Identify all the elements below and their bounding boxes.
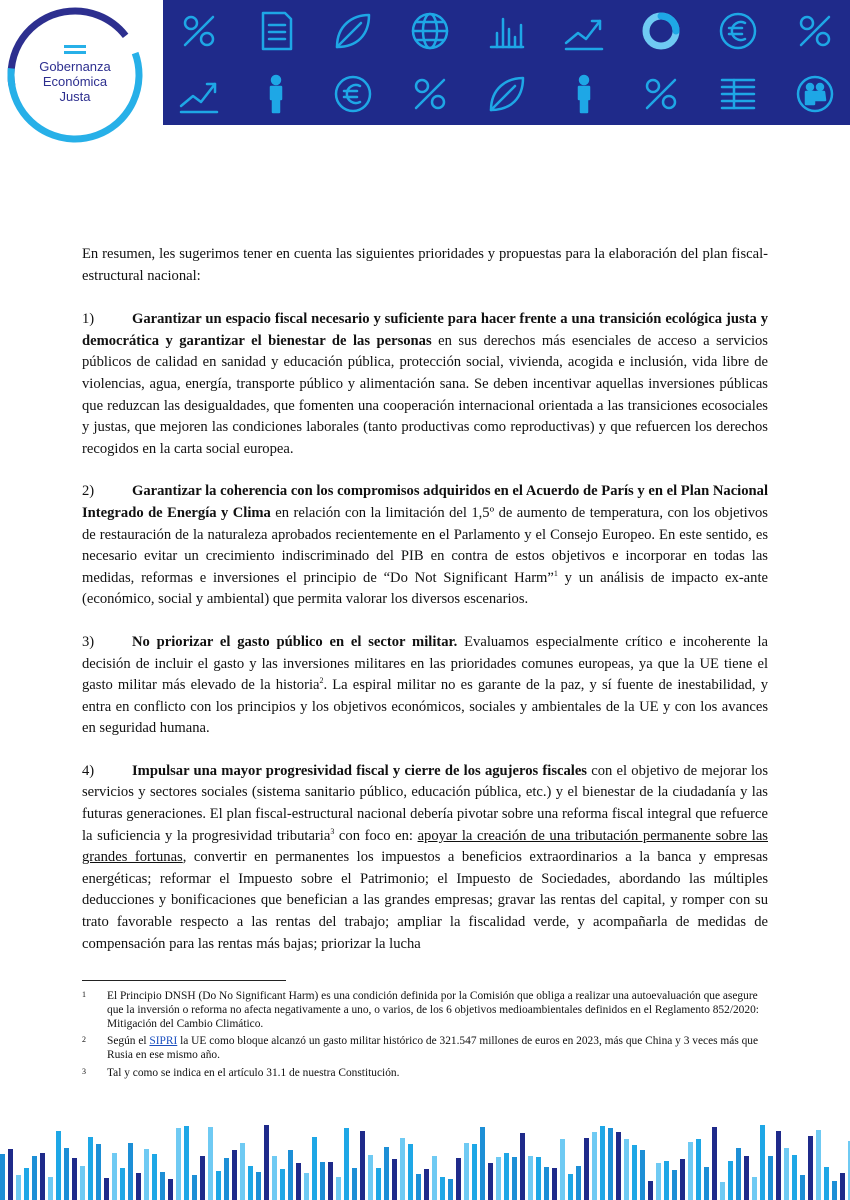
item-number: 2) — [82, 483, 95, 500]
decorative-bar — [688, 1142, 693, 1200]
decorative-bar — [720, 1182, 725, 1200]
decorative-bar — [784, 1148, 789, 1200]
decorative-bar — [480, 1127, 485, 1200]
decorative-bar — [528, 1156, 533, 1200]
item-text: Evaluamos especialmente crítico e incoherente la decisión de incluir el gasto y las inversiones militares en las prioridades comunes europeas, ya que la UE tiene el gasto militar más elevado de la historia — [82, 633, 768, 694]
item-text-cont: . La espiral militar no es garante de la paz, y sí fuente de inestabilidad, y entra en conflicto con los principios y los objetivos económicos, sociales y ambientales de la UE y con los avances en seguridad humana. — [82, 677, 768, 737]
footnotes — [82, 990, 768, 1085]
person-icon — [271, 76, 281, 112]
decorative-bar — [592, 1132, 597, 1200]
decorative-bar — [536, 1157, 541, 1200]
leaf-icon — [337, 15, 369, 47]
decorative-bar — [128, 1143, 133, 1200]
decorative-bar — [376, 1168, 381, 1200]
underlined-proposal: apoyar la creación de una tributación permanente sobre las grandes fortunas — [82, 827, 768, 866]
trend-line-icon — [181, 84, 217, 112]
decorative-bar — [272, 1156, 277, 1200]
decorative-bar — [664, 1161, 669, 1200]
footnote-ref-2[interactable]: 2 — [319, 676, 324, 686]
decorative-bar — [208, 1127, 213, 1200]
decorative-bar — [264, 1125, 269, 1200]
decorative-bar — [104, 1178, 109, 1200]
logo-line-3: Justa — [59, 89, 91, 104]
item-text-cont: y un análisis de impacto ex-ante (económico, social y ambiental) que permita valorar los diversos escenarios. — [82, 569, 768, 608]
item-number: 1) — [82, 311, 95, 328]
decorative-bar — [736, 1148, 741, 1200]
table-icon — [722, 80, 754, 108]
decorative-bar — [64, 1148, 69, 1200]
decorative-bar — [824, 1167, 829, 1200]
decorative-bar — [440, 1177, 445, 1200]
decorative-bar — [304, 1173, 309, 1200]
logo — [0, 0, 150, 150]
item-number: 3) — [82, 633, 95, 650]
footnote-ref-1[interactable]: 1 — [553, 568, 558, 578]
decorative-bar — [392, 1159, 397, 1200]
percent-icon — [416, 80, 444, 108]
footnote-2 — [82, 1035, 768, 1063]
people-icon — [798, 77, 832, 111]
decorative-bar — [168, 1179, 173, 1200]
globe-icon — [413, 14, 447, 48]
decorative-bar — [424, 1169, 429, 1200]
decorative-bar — [496, 1157, 501, 1200]
percent-icon — [647, 80, 675, 108]
decorative-bar — [744, 1156, 749, 1200]
decorative-bar — [696, 1139, 701, 1200]
decorative-bar — [136, 1173, 141, 1200]
decorative-bar — [8, 1149, 13, 1200]
decorative-bar — [680, 1159, 685, 1200]
item-text: en relación con la limitación del 1,5º de aumento de temperatura, con los objetivos de restauración de la naturaleza aprobados recientemente en el Parlamento y el Consejo Europeo. En este sentido, es necesario evitar un crecimiento indiscriminado del PIB en contra de estos objetivos e incorporar en todas las medidas, reformas e inversiones el principio de “Do Not Significant Harm” — [82, 504, 768, 586]
decorative-bar — [568, 1174, 573, 1200]
footnote-text: El Principio DNSH (Do No Significant Harm) es una condición definida por la Comisión que obliga a realizar una autoevaluación que asegure que la inversión o reforma no afecta negativamente a uno, o varios, de los 6 objetivos medioambientales definidos en el Reglamento 852/2020: Mitigación del Cambio Climático. — [107, 990, 759, 1030]
footnote-text: Tal y como se indica en el artículo 31.1 de nuestra Constitución. — [107, 1066, 400, 1079]
item-text: en sus derechos más esenciales de acceso a servicios públicos de calidad en sanidad y educación pública, protección social, vivienda, acogida e inclusión, vida libre de violencias, agua, energía, transporte público y alimentación sana. Se deben incentivar aquellas inversiones públicas que reduzcan las desigualdades, que fomenten una cooperación internacional orientada a las transiciones ecosociales y justas, que mejoren las condiciones laborales (tanto productivas como reproductivas) y que refuercen los derechos recogidos en la carta social europea. — [82, 332, 768, 457]
decorative-bar — [632, 1145, 637, 1200]
decorative-bar — [800, 1175, 805, 1200]
priority-item-1 — [82, 309, 768, 460]
footnote-ref-3[interactable]: 3 — [330, 826, 335, 836]
priority-item-2 — [82, 481, 768, 611]
decorative-bar — [728, 1161, 733, 1200]
decorative-bar — [184, 1126, 189, 1200]
person-icon — [579, 76, 589, 112]
item-heading: No priorizar el gasto público en el sector militar. — [132, 633, 458, 650]
priority-item-4 — [82, 761, 768, 955]
bar-chart-icon — [491, 19, 523, 47]
sipri-link[interactable]: SIPRI — [149, 1035, 178, 1048]
decorative-bar — [544, 1167, 549, 1200]
decorative-bar — [816, 1130, 821, 1200]
decorative-bar — [832, 1181, 837, 1200]
item-heading: Garantizar la coherencia con los compromisos adquiridos en el Acuerdo de París y en el Plan Nacional Integrado de Energía y Clima — [82, 483, 768, 521]
decorative-bar — [408, 1144, 413, 1200]
decorative-bar — [176, 1128, 181, 1200]
decorative-bar — [40, 1153, 45, 1200]
footnote-1 — [82, 990, 768, 1031]
decorative-bar — [232, 1150, 237, 1200]
decorative-bar — [160, 1172, 165, 1200]
intro-paragraph: En resumen, les sugerimos tener en cuenta las siguientes prioridades y propuestas para la elaboración del plan fiscal-estructural nacional: — [82, 246, 768, 284]
decorative-bar — [704, 1167, 709, 1200]
decorative-bar — [384, 1147, 389, 1200]
trend-line-icon — [566, 21, 602, 49]
decorative-bar — [120, 1168, 125, 1200]
footnote-3 — [82, 1067, 768, 1081]
item-number: 4) — [82, 762, 95, 779]
item-text-cont: con foco en: — [334, 827, 418, 844]
decorative-bar — [416, 1174, 421, 1200]
decorative-bar — [840, 1173, 845, 1200]
decorative-bar — [320, 1162, 325, 1200]
decorative-bar — [336, 1177, 341, 1200]
decorative-bar — [312, 1137, 317, 1200]
footnote-number: 1 — [82, 990, 86, 999]
item-heading: Impulsar una mayor progresividad fiscal y cierre de los agujeros fiscales — [132, 762, 587, 779]
header-banner — [163, 0, 850, 125]
decorative-bar — [344, 1128, 349, 1200]
decorative-bar — [504, 1153, 509, 1200]
decorative-bar — [296, 1163, 301, 1200]
decorative-bar — [368, 1155, 373, 1200]
footnote-text: Según el — [107, 1035, 150, 1048]
decorative-bar — [488, 1163, 493, 1200]
decorative-bar — [352, 1168, 357, 1200]
document-icon — [263, 13, 291, 49]
decorative-bar — [96, 1144, 101, 1200]
decorative-bar — [24, 1168, 29, 1200]
decorative-bar — [80, 1166, 85, 1200]
decorative-bar — [760, 1125, 765, 1200]
decorative-bar — [248, 1166, 253, 1200]
decorative-bar — [152, 1154, 157, 1200]
footnote-number: 2 — [82, 1035, 86, 1045]
decorative-bar — [656, 1163, 661, 1200]
main-content — [82, 244, 768, 976]
plan-name: plan fiscal-estructural nacional — [226, 806, 407, 823]
decorative-bar — [88, 1137, 93, 1200]
decorative-bar — [624, 1139, 629, 1200]
decorative-bar — [144, 1149, 149, 1200]
footnote-number: 3 — [82, 1066, 86, 1076]
decorative-bar — [216, 1171, 221, 1200]
decorative-bar — [280, 1169, 285, 1200]
decorative-bar — [448, 1179, 453, 1200]
decorative-bar — [432, 1156, 437, 1200]
decorative-bar — [648, 1181, 653, 1200]
logo-line-2: Económica — [42, 74, 108, 89]
decorative-bar — [464, 1143, 469, 1200]
decorative-bar — [472, 1144, 477, 1200]
decorative-bar — [112, 1153, 117, 1200]
decorative-bar — [576, 1166, 581, 1200]
donut-chart-icon — [646, 16, 676, 46]
decorative-bar — [200, 1156, 205, 1200]
decorative-bar — [32, 1156, 37, 1200]
decorative-bar — [552, 1168, 557, 1200]
decorative-bar — [512, 1157, 517, 1200]
decorative-bar — [224, 1158, 229, 1200]
decorative-bar — [288, 1150, 293, 1200]
decorative-bar — [752, 1177, 757, 1200]
decorative-bar — [776, 1131, 781, 1200]
euro-icon — [721, 14, 755, 48]
item-heading: Garantizar un espacio fiscal necesario y suficiente para hacer frente a una transición ecológica justa y democrática y garantizar el bienestar de las personas — [82, 311, 768, 349]
item-text: con el objetivo de mejorar los servicios y sectores sociales (sistema sanitario público, educación pública, etc.) y el bienestar de la ciudadanía y las futuras generaciones. El — [82, 762, 769, 823]
decorative-bar — [584, 1138, 589, 1200]
decorative-bar — [640, 1150, 645, 1200]
decorative-bar — [328, 1162, 333, 1200]
decorative-bar — [456, 1158, 461, 1200]
decorative-bar — [400, 1138, 405, 1200]
decorative-bar — [0, 1154, 5, 1200]
decorative-bar — [520, 1133, 525, 1200]
decorative-bar — [672, 1170, 677, 1200]
logo-line-1: Gobernanza — [39, 59, 111, 74]
decorative-bar — [48, 1177, 53, 1200]
decorative-bar — [768, 1156, 773, 1200]
decorative-bar — [360, 1131, 365, 1200]
percent-icon — [185, 17, 213, 45]
leaf-icon — [491, 78, 523, 110]
decorative-bar — [56, 1131, 61, 1200]
decorative-bar — [72, 1158, 77, 1200]
item-text-cont: debería pivotar sobre una reforma fiscal integral que refuerce la suficiencia y la progresividad tributaria — [82, 806, 768, 844]
decorative-bar — [560, 1139, 565, 1200]
decorative-bar — [240, 1143, 245, 1200]
footnote-text-cont: la UE como bloque alcanzó un gasto militar histórico de 321.547 millones de euros en 2023, más que China y 3 veces más que Rusia en ese mismo año. — [107, 1035, 759, 1062]
euro-icon — [336, 77, 370, 111]
decorative-bar — [608, 1128, 613, 1200]
footnote-divider — [82, 980, 286, 981]
decorative-bar — [192, 1175, 197, 1200]
bottom-bar-pattern — [0, 1120, 850, 1200]
decorative-bar — [712, 1127, 717, 1200]
decorative-bar — [256, 1172, 261, 1200]
decorative-bar — [616, 1132, 621, 1200]
decorative-bar — [600, 1126, 605, 1200]
decorative-bar — [792, 1155, 797, 1200]
percent-icon — [801, 17, 829, 45]
priority-item-3 — [82, 632, 768, 740]
decorative-bar — [808, 1136, 813, 1200]
decorative-bar — [16, 1175, 21, 1200]
item-text-cont: , convertir en permanentes los impuestos a beneficios extraordinarios a la banca y empresas energéticas; reformar el Impuesto sobre el Patrimonio; el Impuesto de Sociedades, abordando las múltiples deducciones y bonificaciones que benefician a las grandes empresas; gravar las rentas del capital, y romper con su trato favorable respecto a las rentas del trabajo; ampliar la fiscalidad verde, y acompañarla de medidas de compensación para las rentas más bajas; priorizar la lucha — [82, 849, 768, 952]
